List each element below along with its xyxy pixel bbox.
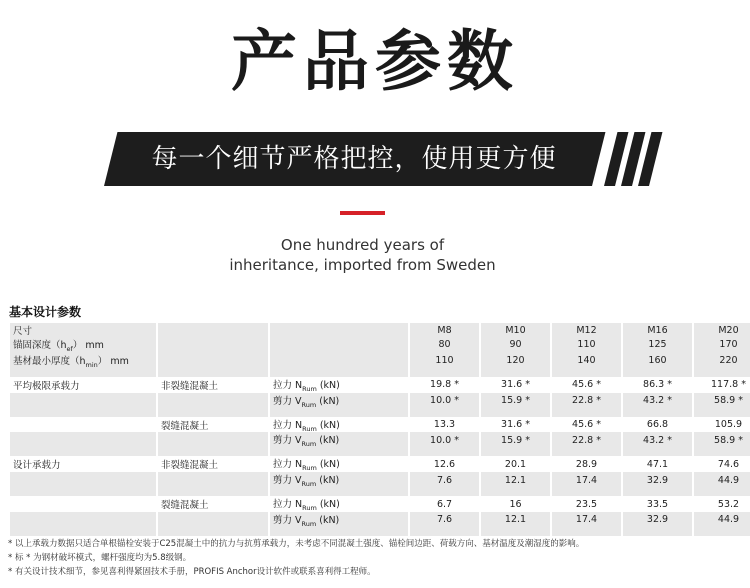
value-cell: 53.2 [717, 498, 740, 510]
label-unit: (kN) [316, 515, 340, 527]
size-cell: M12 [552, 323, 621, 337]
load-row [10, 512, 750, 528]
subgroup-label: 裂缝混凝土 [161, 500, 209, 512]
spec-table [8, 323, 750, 536]
size-cell: M16 [623, 323, 692, 337]
spacer-cell [410, 488, 479, 496]
label-text: 拉力 N [273, 499, 303, 511]
table-cell [158, 353, 268, 369]
value-cell: 117.8 * [711, 379, 746, 391]
value-cell: 15.9 * [481, 393, 550, 409]
spacer-cell [623, 448, 692, 456]
spacer-cell [10, 369, 156, 377]
label-subscript: Rum [302, 504, 317, 513]
value-cell: 44.9 [694, 472, 750, 488]
label-subscript: ef [66, 344, 73, 353]
table-cell [158, 323, 268, 337]
load-type-label [270, 456, 408, 472]
row-label: 尺寸 [10, 323, 156, 337]
load-type-label [270, 417, 408, 433]
table-cell [10, 417, 156, 433]
banner-text: 每一个细节严格把控，使用更方便 [151, 144, 557, 174]
value-cell: 80 [410, 337, 479, 353]
spacer-cell [158, 488, 268, 496]
footnote: * 标 * 为钢材破坏模式，螺杆强度均为5.8级钢。 [8, 553, 192, 563]
label-text: 剪力 V [273, 435, 302, 447]
value-cell: 47.1 [646, 458, 669, 470]
spacer-cell [158, 528, 268, 536]
value-cell: 110 [410, 353, 479, 369]
label-unit: ） mm [97, 355, 129, 367]
spacer-row [10, 409, 750, 417]
value-cell: 19.8 * [430, 379, 459, 391]
spacer-cell [410, 448, 479, 456]
size-row [10, 323, 750, 337]
load-type-label [270, 472, 408, 488]
spacer-cell [410, 369, 479, 377]
row-label [10, 353, 156, 369]
load-row [10, 393, 750, 409]
value-cell: 22.8 * [552, 393, 621, 409]
value-cell: 170 [694, 337, 750, 353]
subgroup-label: 裂缝混凝土 [161, 420, 209, 432]
value-cell: 13.3 [433, 419, 456, 430]
load-row [10, 432, 750, 448]
value-cell: 45.6 * [572, 419, 601, 430]
spacer-row [10, 369, 750, 377]
table-cell [158, 393, 268, 409]
table-cell [158, 337, 268, 353]
spacer-cell [552, 528, 621, 536]
group-label: 设计承载力 [13, 460, 61, 472]
spacer-cell [10, 488, 156, 496]
spacer-cell [694, 369, 750, 377]
table-cell [158, 472, 268, 488]
value-cell: 45.6 * [572, 379, 601, 391]
value-cell: 17.4 [552, 512, 621, 528]
value-cell: 74.6 [717, 458, 740, 470]
load-row [10, 472, 750, 488]
table-cell [10, 472, 156, 488]
value-cell: 12.1 [481, 472, 550, 488]
red-accent-bar [340, 211, 385, 215]
load-row [10, 417, 750, 433]
spacer-cell [158, 409, 268, 417]
value-cell: 6.7 [436, 498, 453, 510]
slogan-line-2: inheritance, imported from Sweden [229, 256, 496, 274]
value-cell: 32.9 [623, 472, 692, 488]
value-cell: 12.1 [481, 512, 550, 528]
value-cell: 90 [481, 337, 550, 353]
spacer-cell [552, 409, 621, 417]
value-cell: 220 [694, 353, 750, 369]
spacer-cell [481, 528, 550, 536]
label-subscript: Rum [302, 424, 317, 433]
load-type-label [270, 496, 408, 512]
label-subscript: min [85, 360, 98, 369]
table-cell [10, 512, 156, 528]
spacer-cell [410, 409, 479, 417]
page-title: 产品参数 [231, 23, 519, 100]
value-cell: 32.9 [623, 512, 692, 528]
table-cell [10, 496, 156, 512]
value-cell: 58.9 * [694, 432, 750, 448]
table-cell [158, 512, 268, 528]
value-cell: 23.5 [575, 498, 598, 510]
spacer-cell [270, 488, 408, 496]
spacer-cell [694, 488, 750, 496]
load-type-label [270, 393, 408, 409]
load-type-label [270, 432, 408, 448]
spacer-cell [694, 409, 750, 417]
label-unit: (kN) [316, 419, 340, 431]
value-cell: 16 [509, 498, 522, 510]
anchor-depth-row [10, 337, 750, 353]
table-cell [270, 353, 408, 369]
min-thickness-row [10, 353, 750, 369]
label-unit: (kN) [316, 395, 340, 407]
spacer-cell [552, 448, 621, 456]
slogan-banner [104, 132, 644, 186]
label-text: 基材最小厚度（h [13, 355, 86, 367]
spacer-cell [410, 528, 479, 536]
size-cell: M20 [694, 323, 750, 337]
spacer-cell [623, 409, 692, 417]
spacer-cell [10, 448, 156, 456]
load-row [10, 456, 750, 472]
spacer-cell [552, 488, 621, 496]
spacer-cell [270, 448, 408, 456]
label-text: 拉力 N [273, 379, 303, 391]
spacer-cell [10, 528, 156, 536]
label-text: 剪力 V [273, 475, 302, 487]
value-cell: 86.3 * [643, 379, 672, 391]
value-cell: 110 [552, 337, 621, 353]
label-subscript: Rum [301, 400, 317, 409]
spacer-cell [623, 528, 692, 536]
spacer-cell [552, 369, 621, 377]
value-cell: 160 [623, 353, 692, 369]
value-cell: 10.0 * [410, 393, 479, 409]
value-cell: 22.8 * [552, 432, 621, 448]
table-cell [10, 393, 156, 409]
value-cell: 44.9 [694, 512, 750, 528]
value-cell: 66.8 [646, 419, 669, 430]
size-cell: M10 [481, 323, 550, 337]
value-cell: 125 [623, 337, 692, 353]
label-subscript: Rum [302, 464, 317, 473]
value-cell: 7.6 [410, 512, 479, 528]
label-text: 剪力 V [273, 515, 302, 527]
label-text: 剪力 V [273, 395, 302, 407]
label-text: 拉力 N [273, 419, 303, 431]
spacer-cell [270, 528, 408, 536]
load-type-label [270, 377, 408, 393]
load-row [10, 496, 750, 512]
value-cell: 140 [552, 353, 621, 369]
slogan-line-1: One hundred years of [280, 236, 445, 254]
value-cell: 105.9 [714, 419, 743, 430]
spacer-cell [270, 369, 408, 377]
value-cell: 43.2 * [623, 393, 692, 409]
footnote: * 有关设计技术细节，参见喜利得紧固技术手册，PROFIS Anchor设计软件或联系喜利得工程师。 [8, 567, 376, 577]
spacer-cell [158, 448, 268, 456]
subgroup-label: 非裂缝混凝土 [161, 460, 219, 472]
label-subscript: Rum [301, 519, 317, 528]
spacer-cell [158, 369, 268, 377]
load-row [10, 377, 750, 393]
value-cell: 31.6 * [501, 379, 530, 391]
size-cell: M8 [410, 323, 479, 337]
label-subscript: Rum [301, 440, 317, 449]
label-unit: (kN) [316, 379, 340, 391]
table-cell [270, 323, 408, 337]
spacer-cell [694, 448, 750, 456]
table-cell [10, 432, 156, 448]
footnotes [8, 537, 743, 579]
spacer-cell [481, 488, 550, 496]
section-title: 基本设计参数 [9, 305, 82, 319]
english-slogan [0, 235, 725, 275]
label-unit: (kN) [316, 459, 340, 471]
value-cell: 43.2 * [623, 432, 692, 448]
group-label: 平均极限承载力 [13, 380, 80, 392]
value-cell: 58.9 * [694, 393, 750, 409]
value-cell: 12.6 [433, 458, 456, 470]
label-unit: (kN) [316, 475, 340, 487]
spacer-cell [481, 448, 550, 456]
spacer-cell [10, 409, 156, 417]
footnote: * 以上承载力数据只适合单根锚栓安装于C25混凝土中的抗力与抗剪承载力，未考虑不同混凝土强度、锚栓间边距、荷载方向、基材温度及潮湿度的影响。 [8, 539, 585, 549]
subgroup-label: 非裂缝混凝土 [161, 380, 219, 392]
table-cell [158, 432, 268, 448]
row-label [10, 337, 156, 353]
spacer-cell [481, 369, 550, 377]
label-text: 锚固深度（h [13, 340, 67, 351]
value-cell: 15.9 * [481, 432, 550, 448]
value-cell: 20.1 [504, 458, 527, 470]
table-cell [270, 337, 408, 353]
spacer-cell [481, 409, 550, 417]
value-cell: 33.5 [646, 498, 669, 510]
label-unit: (kN) [316, 499, 340, 511]
spacer-cell [623, 488, 692, 496]
spacer-cell [270, 409, 408, 417]
value-cell: 31.6 * [501, 419, 530, 430]
label-text: 拉力 N [273, 459, 303, 471]
label-subscript: Rum [302, 384, 317, 393]
spacer-row [10, 488, 750, 496]
spacer-cell [623, 369, 692, 377]
value-cell: 17.4 [552, 472, 621, 488]
spacer-cell [694, 528, 750, 536]
spacer-row [10, 448, 750, 456]
value-cell: 7.6 [410, 472, 479, 488]
value-cell: 28.9 [575, 458, 598, 470]
load-type-label [270, 512, 408, 528]
spacer-row [10, 528, 750, 536]
value-cell: 10.0 * [410, 432, 479, 448]
label-unit: (kN) [316, 435, 340, 447]
label-subscript: Rum [301, 480, 317, 489]
label-unit: ） mm [72, 340, 104, 351]
value-cell: 120 [481, 353, 550, 369]
